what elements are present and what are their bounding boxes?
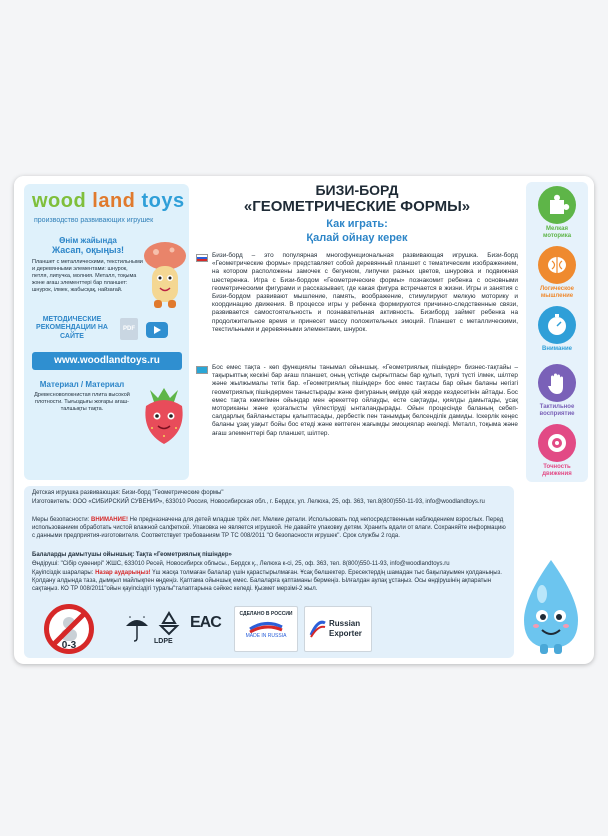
brand-logo: wood land toys [32, 190, 185, 212]
puzzle-icon [538, 186, 576, 224]
brand-tagline: производство развивающих игрушек [34, 217, 154, 224]
info-kz-manufacturer: Өндіруші: "Сібір сувенирі" ЖШС, 633010 Ресей, Новосибирск облысы., Бердск қ., Лелюха к-сі, 25, оф. 363, тел. 8(800)550-11-93, info@woodlandtoys.ru [32, 561, 450, 567]
made-in-russia-badge: СДЕЛАНО В РОССИИ MADE IN RUSSIA [234, 606, 298, 652]
left-panel [24, 184, 189, 480]
product-title: БИЗИ-БОРД [315, 182, 399, 198]
material-block [32, 380, 132, 413]
brain-icon [538, 246, 576, 284]
video-play-icon[interactable] [146, 322, 168, 338]
method-block [32, 316, 112, 341]
description-ru: Бизи-борд – это популярная многофункциональная развивающая игрушка. Бизи-борд «Геометрические формы» представляет собой деревянный планшет с тематическим изображением, на котором расположены замочек с бегунком, липучки разных цветов, шнуровка и подвижная шестеренка. Игра с Бизи-бордом «Геометрические формы» познакомит ребенка с основными геометрическими фигурами и рассказывает, где какая фигура встречается в жизни. Игры и занятия с Бизи-бордом развивают мышление, память, воображение, стимулируют мелкую моторику и координацию движения. В процессе игры у ребенка формируются причинно-следственные связи, развивается самостоятельность и познавательная активность. Бизиборд займет ребенка на продолжительное время и принесет массу положительных эмоций. Планшет с металлическими, текстильными и деревянными элементами, шнурок. [212, 252, 518, 333]
kazakh-block [32, 236, 144, 293]
age-label: 0-3 [61, 640, 77, 651]
info-ru-safety: Меры безопасности: ВНИМАНИЕ! Не предназначена для детей младше трёх лет. Мелкие детали. Использовать под непосредственным наблюдением взрослых. Перед использованием обработать чистой влажной салфеткой. Упаковка не является игрушкой. Не давайте упаковку детям. Хранить вдали от влаги. Сохраняйте информацию с данными предприятия-изготовителя. Соответствует требованиям ТР ТС 008/2011 "О безопасности игрушек". Срок службы 2 года. [32, 517, 506, 539]
description-kz: Бос емес тақта - көп функциялы танымал ойыншық. «Геометриялық пішіндер» бизнес-тақтайы – тақырыптық кескіні бар ағаш планшет, оның үстінде сырғытпасы бар құлып, түрлі түсті ілмек, шілтер және жылжымалы тетік бар. «Геометриялық пішіндер» бос емес тақтасы бар ойын баланы негізгі геометриялық пішіндермен таныстырады және фигураның өмірде қай жерде кездесетінін айтады. Бос емес тақта көмегімен ойындар мен әрекеттер ойлауды, есте сақтауды, қиялды дамытады, ұсақ моториканы және қозғалысты үйлестіруді ынталандырады. Ойын процесінде баланың себеп-салдарлық байланыстары қалыптасады, дербестік пен танымдық белсенділік дамиды. Іскерлік кеңес баланы ұзақ уақыт бойы бос етеді және көптеген жағымды эмоциялар әкеледі. Металл, тоқыма және ағаш элементтері бар планшет, шілтер. [212, 364, 518, 437]
russia-flag-icon [196, 254, 208, 262]
kazakh-head-2: Жасап, оқыңыз! [51, 245, 125, 255]
strawberry-mascot-icon [140, 384, 188, 450]
eac-mark: EAC [190, 614, 221, 631]
info-kz-title: Балаларды дамытушы ойыншық: Тақта «Геометриялық пішіндер» [32, 552, 232, 558]
skill-precision: Точность движения [534, 424, 580, 477]
mushroom-mascot-icon [142, 240, 188, 312]
how-to-play-kz: Қалай ойнау керек [306, 232, 408, 244]
pdf-icon: PDF [120, 318, 138, 340]
ldpe-label: LDPE [154, 638, 173, 645]
water-drop-mascot-icon [514, 556, 588, 660]
info-ru-title: Детская игрушка развивающая: Бизи-борд "Геометрические формы" [32, 490, 224, 496]
material-head: Материал / Материал [39, 380, 125, 389]
stopwatch-icon [538, 306, 576, 344]
russian-exporter-badge: Russian Exporter [304, 606, 372, 652]
skill-fine-motor: Мелкая моторика [534, 186, 580, 239]
skill-attention: Внимание [534, 306, 580, 353]
info-kz-safety: Қауіпсіздік шаралары: Назар аударыңыз! Үш жасқа толмаған балалар үшін қарастырылмаған. Ұсақ бөлшектер. Ересектердің шамадан тыс бақылауымен қолданыңыз. Қолдану алдында таза, дымқыл майлықпен өңдеңіз. Қаптама ойыншық емес. Балаларға қаптаманы бермеңіз. Ылғалдан аулақ ұстаңыз. Осы өндірушінің ақпаратын сақтаңыз. КО ТР 008/2011"ойын қауіпсіздігі туралы"талаптарына сәйкес келеді. Қызмет мерзімі-2 жыл. [32, 570, 502, 592]
skills-panel [526, 182, 588, 482]
skill-tactile: Тактильное восприятие [534, 364, 580, 417]
skill-logic: Логическое мышление [534, 246, 580, 299]
umbrella-icon [124, 614, 150, 642]
center-panel [192, 182, 522, 482]
materials-text: Планшет с металлическими, текстильными и деревянными элементами: шнурок, петля, липучка, молния. Металл, тоқыма және ағаш элементтері бар планшет: шнурок, ілмек, жабысқақ, найзағай. [32, 259, 143, 293]
kazakhstan-flag-icon [196, 366, 208, 374]
material-text: Древесноволокнистая плита высокой плотности. Тығыздығы жоғары ағаш-талшықты тақта. [34, 392, 130, 412]
hand-icon [538, 364, 576, 402]
info-ru-manufacturer: Изготовитель: ООО «СИБИРСКИЙ СУВЕНИР», 633010 Россия, Новосибирская обл., г. Бердск, ул. Лелюха, 25, оф. 363, тел.8(800)550-11-93, info@woodlandtoys.ru [32, 499, 485, 505]
how-to-play-ru: Как играть: [326, 218, 388, 230]
target-icon [538, 424, 576, 462]
kazakh-head: Өнім жайында [59, 236, 117, 245]
recycle-icon [156, 610, 182, 636]
product-box [14, 176, 594, 664]
exporter-logo-icon [309, 617, 327, 639]
product-subtitle: «ГЕОМЕТРИЧЕСКИЕ ФОРМЫ» [243, 198, 471, 215]
method-head: МЕТОДИЧЕСКИЕ РЕКОМЕНДАЦИИ НА САЙТЕ [36, 316, 108, 340]
website-link[interactable]: www.woodlandtoys.ru [32, 352, 182, 370]
info-panel [24, 486, 514, 658]
